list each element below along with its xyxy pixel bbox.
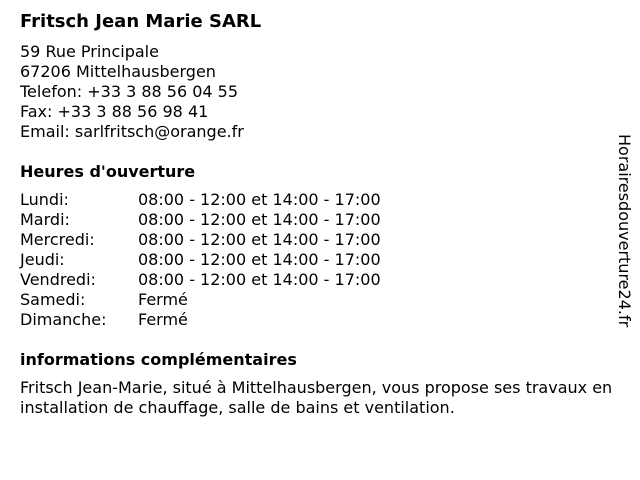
site-watermark: Horairesdouverture24.fr [615,134,634,328]
hours-row-samedi [20,290,620,310]
day-hours: 08:00 - 12:00 et 14:00 - 17:00 [138,270,381,289]
additional-info-heading: informations complémentaires [20,350,297,369]
additional-info-text: Fritsch Jean-Marie, situé à Mittelhausbergen, vous propose ses travaux en installation de chauffage, salle de bains et ventilation. [20,378,613,417]
hours-row-lundi [20,190,620,210]
phone-number: Telefon: +33 3 88 56 04 55 [20,82,239,101]
day-label: Samedi: [20,290,86,309]
day-label: Jeudi: [20,250,65,269]
day-hours: 08:00 - 12:00 et 14:00 - 17:00 [138,210,381,229]
city-address: 67206 Mittelhausbergen [20,62,216,81]
day-label: Mardi: [20,210,70,229]
email-address: Email: sarlfritsch@orange.fr [20,122,244,141]
hours-row-mercredi [20,230,620,250]
day-label: Lundi: [20,190,69,209]
day-label: Vendredi: [20,270,96,289]
hours-row-mardi [20,210,620,230]
business-name: Fritsch Jean Marie SARL [20,11,262,32]
opening-hours-table [20,190,620,330]
business-card [20,10,620,418]
day-label: Mercredi: [20,230,95,249]
street-address: 59 Rue Principale [20,42,159,61]
hours-row-dimanche [20,310,620,330]
day-hours: 08:00 - 12:00 et 14:00 - 17:00 [138,250,381,269]
hours-row-vendredi [20,270,620,290]
fax-number: Fax: +33 3 88 56 98 41 [20,102,209,121]
day-label: Dimanche: [20,310,107,329]
day-hours: Fermé [138,310,188,329]
address-block [20,42,620,142]
day-hours: Fermé [138,290,188,309]
opening-hours-heading: Heures d'ouverture [20,162,196,181]
day-hours: 08:00 - 12:00 et 14:00 - 17:00 [138,190,381,209]
hours-row-jeudi [20,250,620,270]
day-hours: 08:00 - 12:00 et 14:00 - 17:00 [138,230,381,249]
